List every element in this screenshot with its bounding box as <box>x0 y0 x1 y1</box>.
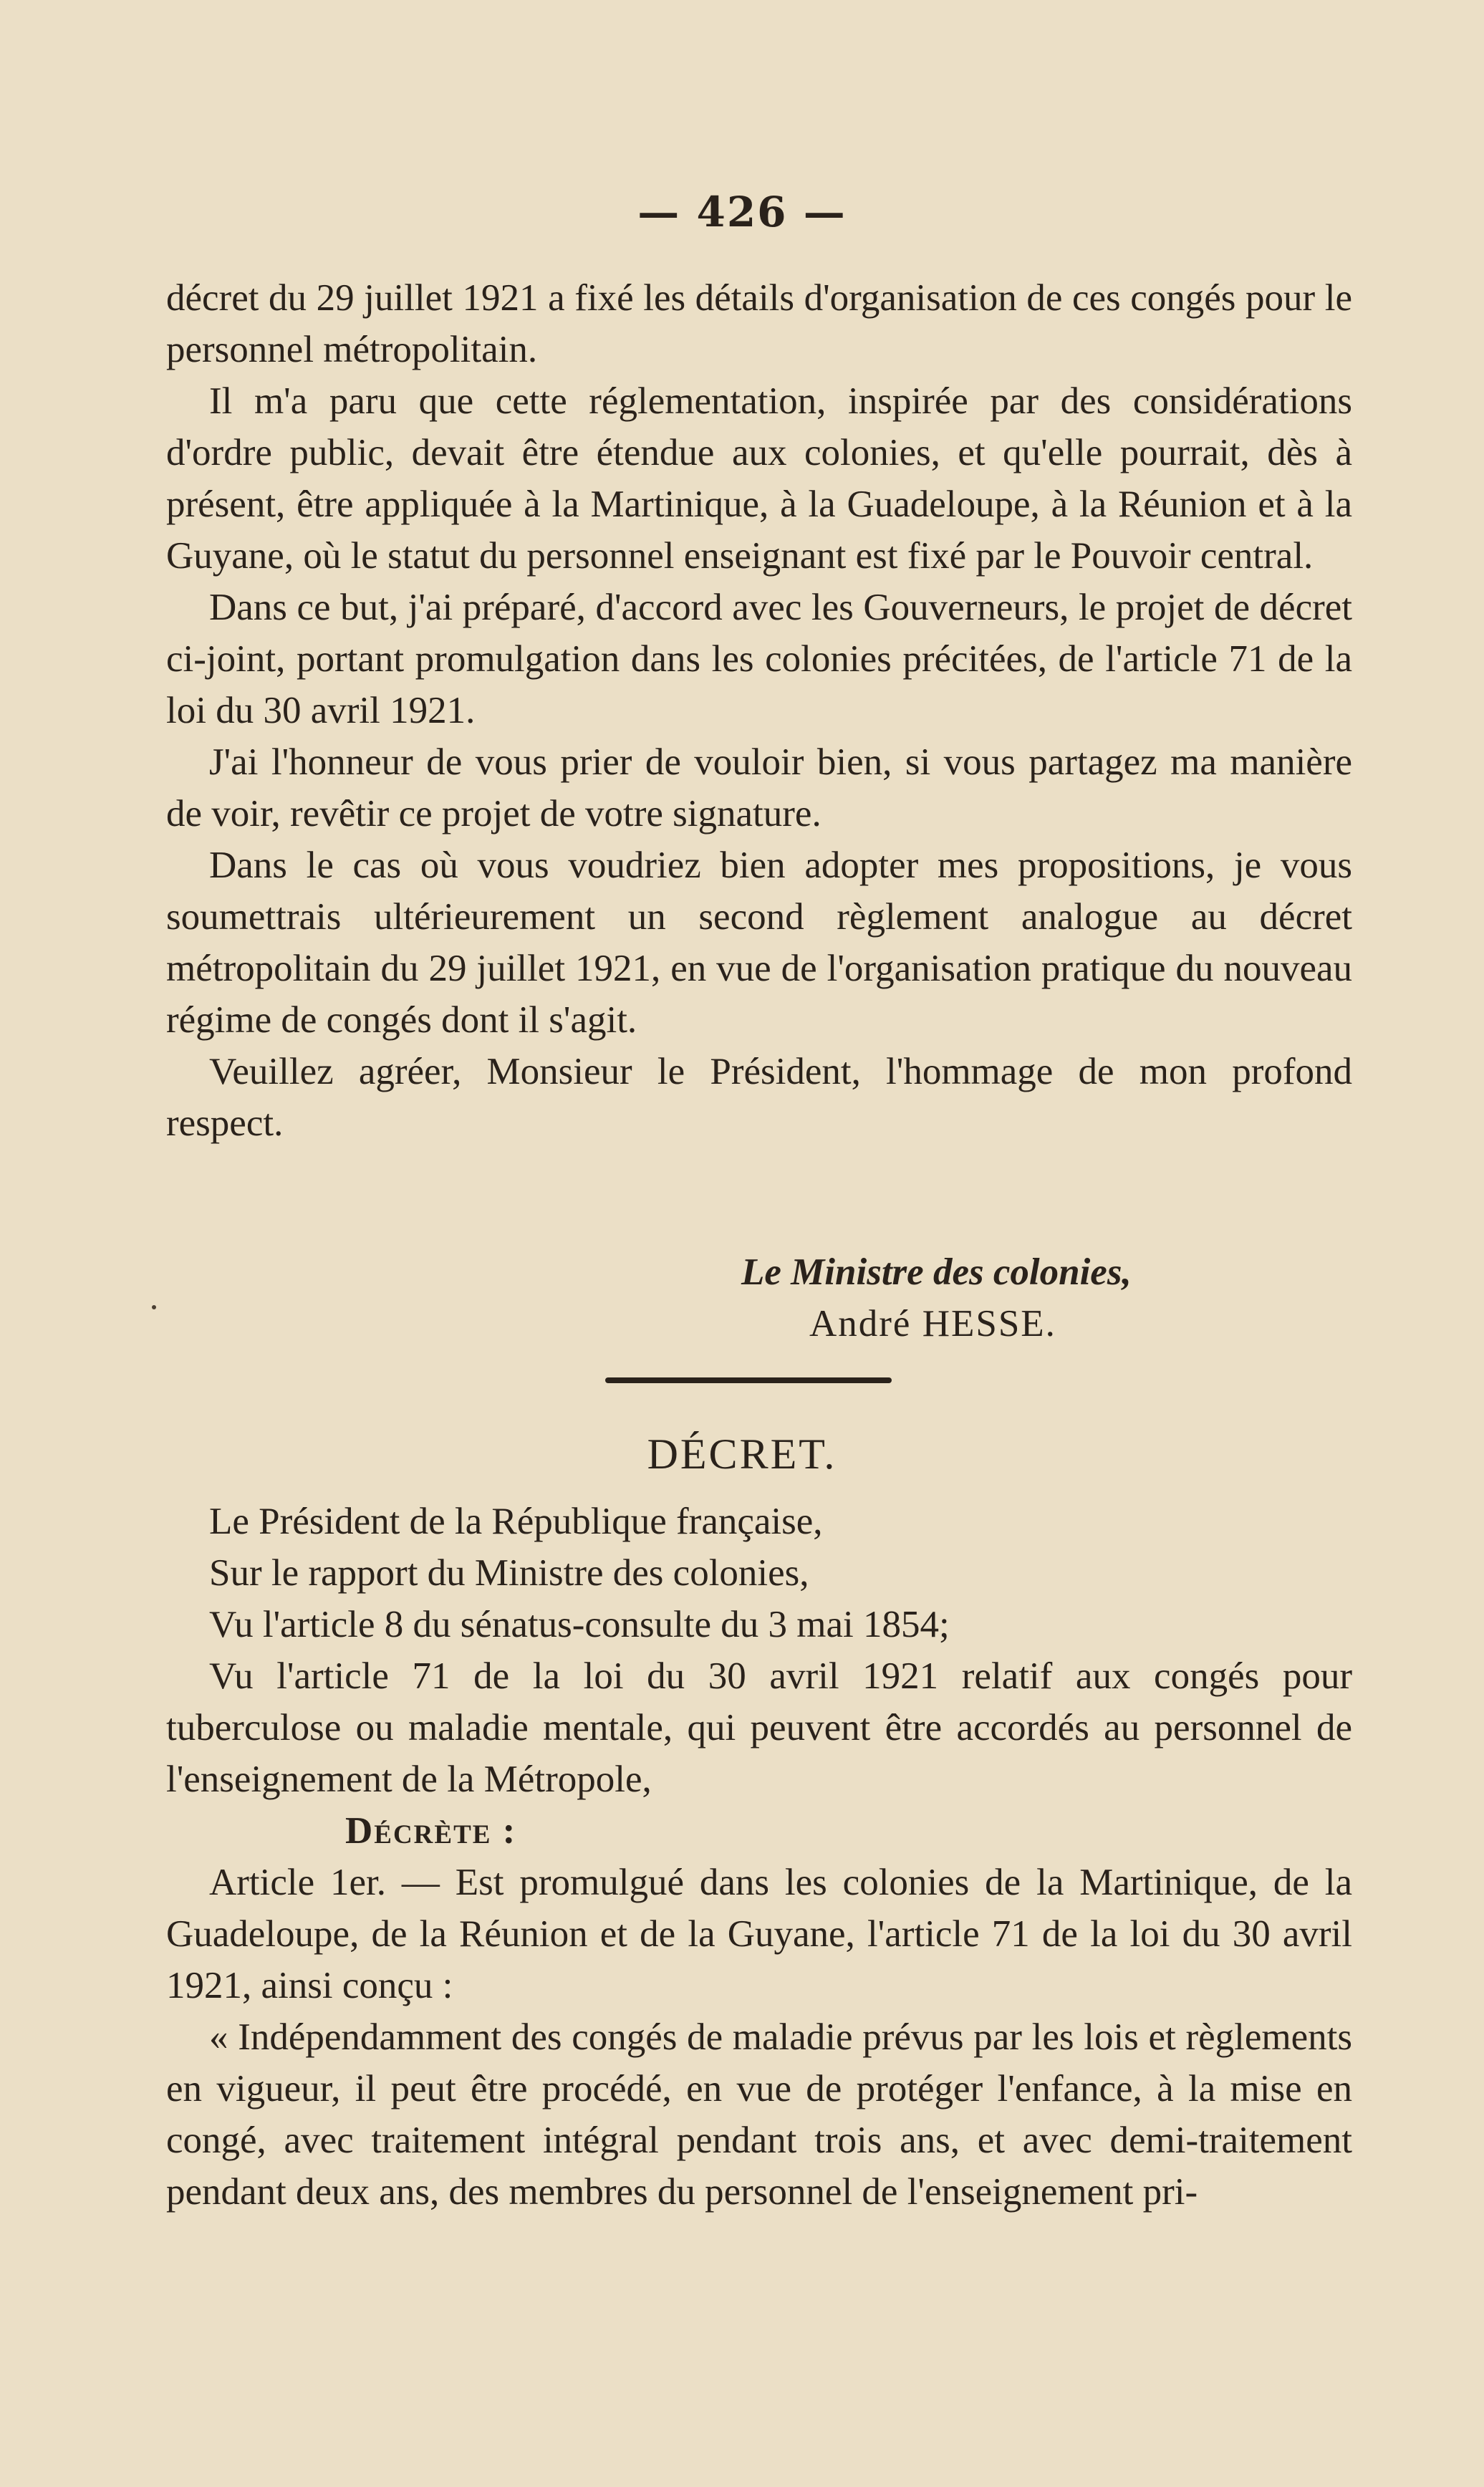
paragraph-closing: Veuillez agréer, Monsieur le Président, l'hommage de mon profond respect. <box>166 1051 1352 1144</box>
paragraph-project: Dans ce but, j'ai préparé, d'accord avec les Gouverneurs, le projet de décret ci-joint, portant promulgation dans les colonies précitées, de l'article 71 de la loi du 30 avril 1921. <box>166 587 1352 731</box>
paragraph-proposals: Dans le cas où vous voudriez bien adopter mes propositions, je vous soumettrais ultérieurement un second règlement analogue au décret métropolitain du 29 juillet 1921, en vue de l'organisation pratique du nouveau régime de congés dont il s'agit. <box>166 845 1352 1041</box>
decree-preamble-report: Sur le rapport du Ministre des colonies, <box>209 1552 809 1594</box>
section-separator <box>605 1377 892 1383</box>
decree-body <box>166 1496 1352 2218</box>
signature-title: Le Ministre des colonies, <box>741 1251 1132 1293</box>
page-number: — 426 — <box>637 188 847 236</box>
paragraph-regulation: Il m'a paru que cette réglementation, inspirée par des considérations d'ordre public, devait être étendue aux colonies, et qu'elle pourrait, dès à présent, être appliquée à la Martinique, à la Guadeloupe, à la Réunion et à la Guyane, où le statut du personnel enseignant est fixé par le Pouvoir central. <box>166 380 1352 577</box>
ink-speck <box>152 1305 156 1309</box>
paragraph-continuation: décret du 29 juillet 1921 a fixé les détails d'organisation de ces congés pour le personnel métropolitain. <box>166 277 1352 370</box>
decree-title: DÉCRET. <box>647 1430 837 1478</box>
decree-preamble-senatus: Vu l'article 8 du sénatus-consulte du 3 mai 1854; <box>209 1604 950 1645</box>
decrees-label: Décrète : <box>345 1810 517 1852</box>
decree-preamble-law: Vu l'article 71 de la loi du 30 avril 1921 relatif aux congés pour tuberculose ou maladie mentale, qui peuvent être accordés au personnel de l'enseignement de la Métropole, <box>166 1655 1352 1800</box>
article-1: Article 1er. — Est promulgué dans les colonies de la Martinique, de la Guadeloupe, de la Réunion et de la Guyane, l'article 71 de la loi du 30 avril 1921, ainsi conçu : <box>166 1862 1352 2006</box>
law-quote: « Indépendamment des congés de maladie prévus par les lois et règlements en vigueur, il peut être procédé, en vue de protéger l'enfance, à la mise en congé, avec traitement intégral pendant trois ans, et avec demi-traitement pendant deux ans, des membres du personnel de l'enseignement pri- <box>166 2016 1352 2213</box>
paragraph-request: J'ai l'honneur de vous prier de vouloir bien, si vous partagez ma manière de voir, revêtir ce projet de votre signature. <box>166 741 1352 834</box>
letter-body <box>166 272 1352 1149</box>
decree-preamble-president: Le Président de la République française, <box>209 1501 823 1542</box>
signature-name: André HESSE. <box>809 1303 1056 1344</box>
